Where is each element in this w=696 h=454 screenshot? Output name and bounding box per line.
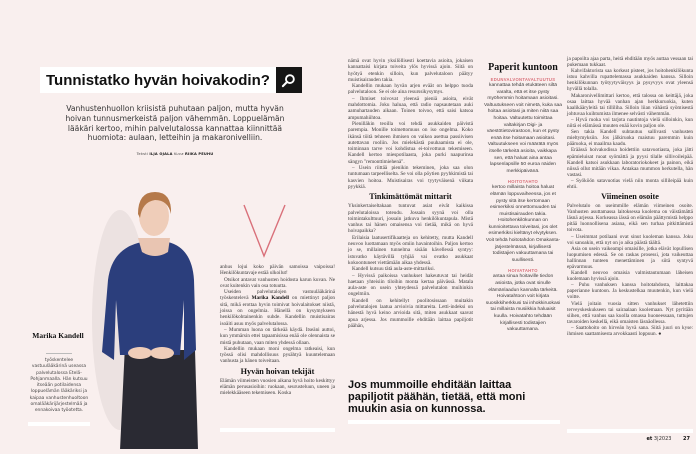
article-paragraph: Sen takia Kandell suhtautuu sallivasti vanhusten mieltymyksiin. Jos jälkiruoka maistuu paremmin kuin pääruoka, ei maailma kaadu. xyxy=(567,129,693,148)
article-column-1 xyxy=(220,264,335,397)
caption-divider xyxy=(46,353,72,354)
magazine-name: et xyxy=(646,436,653,442)
page-title: Tunnistatko hyvän hoivakodin? xyxy=(46,71,270,89)
section-heading: Hyvän hoivan tekijät xyxy=(240,366,315,376)
article-paragraph: Yksinkertaiseltakaan tuntuvat asiat eivät kaikissa palvelutaloissa toteudu. Jossain syynä voi olla toimintakulttuuri, jossain jatkuva henkilökuntapula. Mistä vanhus tai hänen omaisensa voi tietää, mikä on hyvä hoivapaikka? xyxy=(348,203,473,235)
article-paragraph: Kandellin mukaan hyvän arjen eväät on helppo tuoda palvelutaloon. Se ei ole aina resurssikysymys. xyxy=(348,83,473,96)
article-paragraph: Kahvifaktorista saa korkeat pisteet, jos hoitohenkilökunta istuu kahvilla rupattelemassa asukkaiden kanssa. Silloin henkilökunnan työtyytyväisyys ja pysyvyys ovat yleensä hyvällä tolalla. xyxy=(567,68,693,93)
article-paragraph: – Useimmat potilaani ovat sinut kuoleman kanssa. Joku voi sanoakin, että nyt on jo aika päästä täältä. xyxy=(567,233,693,246)
search-icon xyxy=(276,67,302,93)
drop-cap xyxy=(242,203,287,258)
article-paragraph: Palvelutalo on useimmille elämän viimeinen osoite. Vanhusten asuttamassa laitoksessa kuolema on väistämättä läsnä arjessa. Korkeassa iässä on elämän päättymistä helppo pitää luonnollisena asiana, eikä sen turhaa pitkittämistä toivota. xyxy=(567,203,693,234)
article-paragraph: Makaronivellimittari kertoo, että talossa on keittäjä, joka osaa laittaa hyvää vanhan ajan herkkuruokia, kuten kaalikääryleitä tai tilliliha. Silloin liian vähästä syömisestä johtuvaa kuihtumista ilmenee selvästi vähemmän. xyxy=(567,92,693,117)
article-paragraph: – Puhu vanhuksen kanssa hoitotahdosta, laittakaa paperianne kuntoon. Ja keskustelkaa muutenkin, kun vielä voitte. xyxy=(567,282,693,301)
end-mark-icon: ● xyxy=(658,331,662,338)
divider xyxy=(567,429,693,433)
caption-text: työskentelee vastuulääkärinä useassa palvelutalossa Etelä-Pohjanmaalla. Hän kutsuu itseään potilaidensa loppuelämän lääkäriksi ja kaipaa vanhustenhuoltoon omalääkärijärjestelmää ja ennakoivaa työotetta. xyxy=(29,358,89,414)
page-footer xyxy=(600,436,690,442)
article-paragraph: Useiden palvelutalojen vastuulääkärinä työskentelevä Marika Kandell on miettinyt paljon sitä, mikä erottaa hyvin toimivat hoivalaitokset niistä, joissa on ongelmia. Hänellä on kysymykseen henkilökohtainenkin suhde. Kandellin muistisairas isoäiti asuu myös palvelutalossa. xyxy=(220,289,336,327)
sidebar-box xyxy=(484,62,562,334)
sidebar-label: EDUNVALVONTAVALTUUTUS xyxy=(490,77,556,82)
article-paragraph: – Usein riittää pienikin tekeminen, joka saa olon tuntumaan tarpeelliselta. Se voi olla pöytien pyyhkimistä tai kasvien hoitoa. Muistisairas voi tyytyväisenä viikata pyykkiä. xyxy=(348,165,473,190)
sidebar-text: kannattaa tehdä etukäteen siltä varalta, että et itse pysty myöhemmin hoitamaan asioitasi. Valtuutukseen voit nimetä, kuka saa hoitaa asioitasi ja miten niitä saa hoitaa. Valtuutettu toimittaa valtakirjan Digi- ja väestötietovirastoon, kun et pysty enää itse hoitamaan asioitasi. Valtuutukseen voi määrätä myös itselle tärkeitä asioita, vaikkapa sen, että haluat aina antaa lapsenlapsille 50 euroa näiden merkkipäivänä. xyxy=(484,83,562,174)
section-heading: Viimeinen osoite xyxy=(601,192,659,202)
sidebar-title: Paperit kuntoon xyxy=(488,62,558,73)
photographer-name: RIIKA PEUHU xyxy=(184,152,214,156)
article-paragraph: Kandell kutsuu tätä aula-aste-mittariksi. xyxy=(352,266,435,273)
article-paragraph: – Syököön satavuotias vielä niin monta sillileipää kuin ehtii. xyxy=(567,177,693,190)
portrait-photo xyxy=(80,180,210,449)
sidebar-text: antaa sinua hoitaville tiedon asioista, jotka ovat sinulle elämänlaadun kannalta tärkeitä. Hoivatahtoon voit kirjata suosikkiherkkusi tai inhokkiruokasi tai millaista musiikkia haluaisit kuulla. Hoivatahto tehdään kirjallisesti todistajien vakuuttamana. xyxy=(485,274,561,333)
article-column-4 xyxy=(567,56,693,337)
article-column-2 xyxy=(348,58,473,329)
sidebar-label: HOITOTAHTO xyxy=(507,179,539,185)
article-paragraph: – Hyvä ruoka voi tarjota nautintoja vielä silloinkin, kun niitä ei elämässä muuten enää kovin paljon ole. xyxy=(567,116,693,130)
article-paragraph: Elämän viimeisten vuosien aikana hyvä hoito keskittyy elämän perusasioihin: ruokaan, seurusteluun, uneen ja mielekkääseen tekemiseen. Koska xyxy=(220,377,335,397)
title-bar xyxy=(40,67,276,93)
page-number: 27 xyxy=(683,436,690,442)
header-bar xyxy=(40,67,302,93)
pull-quote xyxy=(348,380,560,415)
byline xyxy=(55,152,295,156)
caption-name: Marika Kandell xyxy=(32,331,84,340)
article-paragraph: Eräässä hoivakodissa hoidettiin satavuotiasta, joka jätti epämieluisat ruoat syömättä ja pyysi tilalle sillivoileipää. Kandell katsoi asukkaan laboratoriokokeet ja painon, eikä niissä ollut mitään vikaa. Antakaa mummon herkutella, hän vastasi. xyxy=(567,147,693,178)
article-paragraph: – Saattohoito on hirveän hyvä sana. Siitä juuri on kyse: ihmisen saattamisesta arvokkaasti loppuun. ● xyxy=(567,324,693,338)
credit-text-label: Teksti xyxy=(136,152,148,156)
divider xyxy=(28,422,90,426)
lead-paragraph: Vanhustenhuollon kriisistä puhutaan paljon, mutta hyvän hoivan tunnusmerkeistä paljon vähemmän. Loppuelämän lääkäri kertoo, mihin palvelutalossa kannattaa kiinnittää huomiota: aulaan, letteihin ja makaronivelliin. xyxy=(65,104,285,143)
article-paragraph: – Ihmiset toivovat yleensä pieniä asioita, eivät mahdottomia. Joku haluaa, että radio napsautetaan auki aamuhartauden aikaan. Toinen toivoo, että saisi katsoa ampumahiihtoa. xyxy=(348,95,473,121)
article-paragraph: Asia on usein vaikeampi omaisille, jotka elävät lopullisen luopumisen edessä. Se on raskas prosessi, jota vaikeuttaa hallinnan tunteen menettäminen ja siitä syntyvä epävarmuus. xyxy=(567,245,693,270)
article-paragraph: Kandell on kehitellyt puolitosissaan muitakin palvelutalojen laatua arvioivia mittareita. Letti-indeksi on hänestä hyvä keino arvioida sitä, miten asukkaat saavat apua arjessa. Jos mummoille ehditään laittaa papiljotit päähän, xyxy=(348,297,473,329)
issue-number: 3|2023 xyxy=(653,436,672,442)
sidebar-text: kertoo millaista hoitoa haluat elämän loppuvaiheessa, jos et pysty sitä itse kertomaan esimerkiksi onnettomuuden tai muistisairauden takia. Hoitohenkilökunnan on kunnioitettava toiveitasi, jos olet esimerkiksi kieltänyt elvytyksen. Voit tehdä hoitotahdon Omakanta-järjestelmässä, kirjallisesti todistajien vakuuttamana tai suullisesti. xyxy=(485,185,561,263)
article-paragraph: Kandellin mukaan moni ongelma ratkeaisi, kun työssä olisi mahdollisuus pysähtyä kuuntelemaan vanhusta ja hänen toiveitaan. xyxy=(220,345,335,365)
article-paragraph: nämä ovat hyvin yksilöllisesti koettavia asioita, jokaisen kannattaisi kirjata toiveita ylös hyvissä ajoin. Siitä on hyötyä etenkin silloin, kun palvelutaloon päätyy muistisairauden takia. xyxy=(348,58,473,83)
article-paragraph: – Mumman luona on tärkeää käydä. Itseäni auttoi, kun ymmärsin ettei tapaamisissa enää ole olennaista se mistä puhutaan, vaan miten yhdessä ollaan. xyxy=(220,326,335,346)
pull-quote-text: Jos mummoille ehditään laittaa papiljotit päähän, tietää, että moni muukin asia on kunnossa. xyxy=(348,379,526,415)
person-name: Marika Kandell xyxy=(251,295,289,302)
author-name: ILJA OJALA xyxy=(149,152,173,156)
article-paragraph: Vielä joitain vuosia sitten vanhukset lähetettiin terveyskeskukseen tai sairaalaan kuolemaan. Nyt pyritään siihen, että vanhus saa kuolla omassa huoneessaan, tuttujen tavaroiden keskellä, eikä omaisten läsnäollessa. xyxy=(567,300,693,325)
sidebar-label: HOIVATAHTO xyxy=(508,268,538,274)
article-paragraph: Pienilläkin teoilla voi tehdä asukkaiden päivistä parempia. Monille toimettomuus on iso ongelma. Koko ikänsä töitä tehneen ihmisen on vaikea asettua passiivisen autettavan rooliin. Jos mielekästä puuhaamista ei ole, toiminnan tarve voi kohdistua ei-toivottuun tekemiseen. Kandell kertoo miespotilaasta, joka purki naapurinsa sängyn "remonttimiehenä". xyxy=(348,120,473,165)
section-heading: Tinkimättömät mittarit xyxy=(369,192,452,202)
divider xyxy=(348,420,560,424)
article-paragraph: Otsikot antavat vanhusten hoidosta karun kuvan. Ne ovat kuitenkin vain osa totuutta. xyxy=(220,276,335,289)
credit-photo-label: Kuva xyxy=(173,152,184,156)
article-paragraph: – Hyvissä paikoissa vanhukset hakeutuvat tai heidät haetaan yhteisiin tiloihin monta kertaa päivässä. Matala aula-aste on usein yhteydessä palvelutalon muihinkin ongelmiin. xyxy=(348,272,473,298)
divider xyxy=(220,428,335,432)
article-paragraph: Kandell neuvoo omaisia valmistautumaan läheisen kuolemaan hyvissä ajoin. xyxy=(567,270,693,283)
article-paragraph: ja papoilta ajaa parta, heitä ehditään myös auttaa vessaan tai pukemaan tukkaat. xyxy=(567,56,693,69)
article-paragraph: anhus lojui koko päivän samoissa vaipoissa! Henkilökuntavaje estää ulkoilut! xyxy=(220,264,335,277)
article-paragraph: Erilaisia laatusertifikaatteja on kehitetty, mutta Kandell neuvoo luottamaan myös omiin havaintoihin. Paljon kertoo jo se, millainen tunnelma sisään kävellessä syntyy: istuvatko käytävillä tyhjää vai ovatko asukkaat kokoontuneet viettämään aikaa yhdessä. xyxy=(348,234,473,266)
